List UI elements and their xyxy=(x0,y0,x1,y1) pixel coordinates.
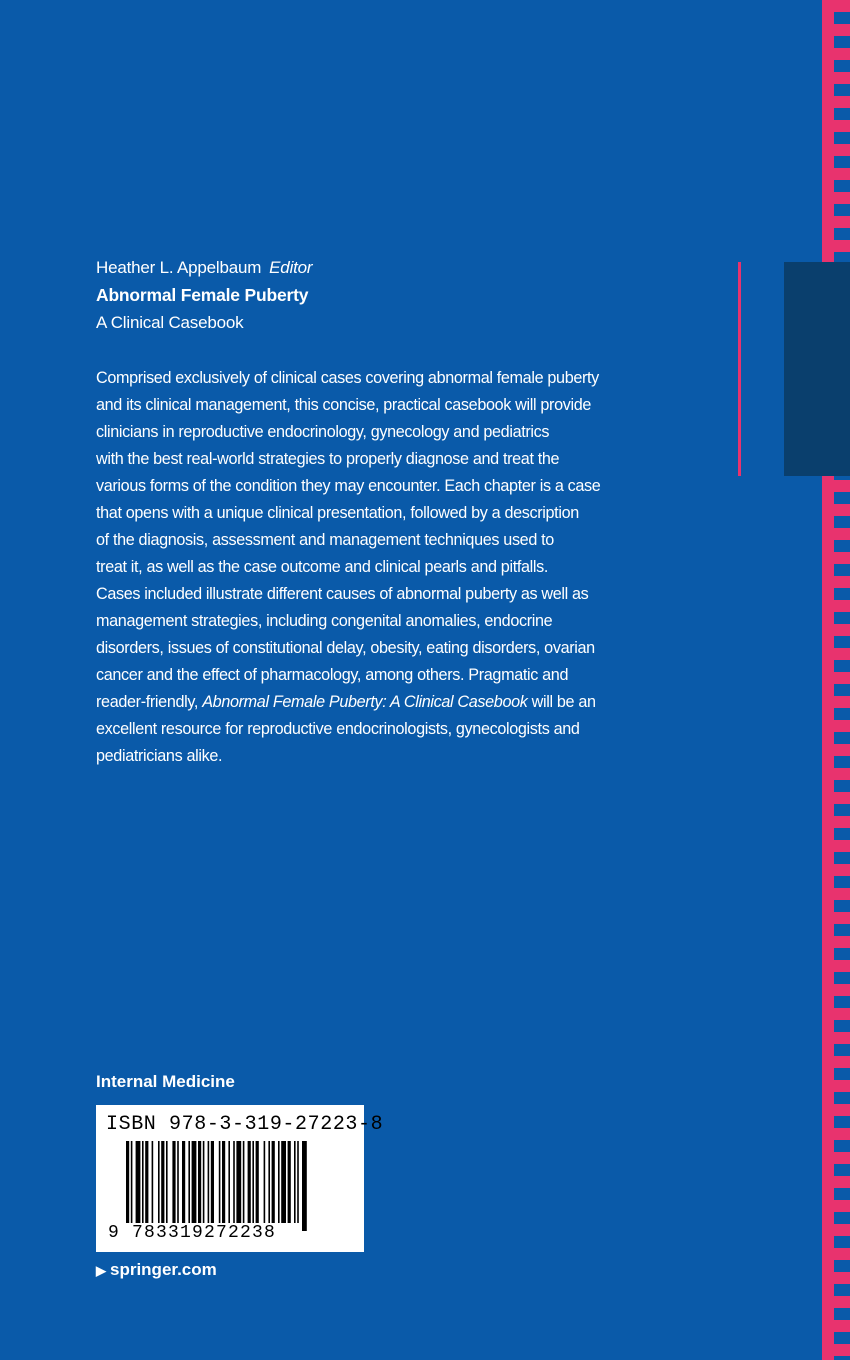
barcode-bar xyxy=(177,1141,179,1223)
ean-remaining-digits: 783319272238 xyxy=(132,1223,277,1243)
blurb-line: with the best real-world strategies to properly diagnose and treat the xyxy=(96,450,560,468)
isbn-label: ISBN 978-3-319-27223-8 xyxy=(106,1113,384,1136)
blurb-line: Cases included illustrate different causes of abnormal puberty as well as xyxy=(96,585,589,603)
barcode-bar xyxy=(142,1141,144,1223)
barcode-bar xyxy=(211,1141,214,1231)
barcode-bar xyxy=(182,1141,185,1223)
barcode-bar xyxy=(136,1141,141,1223)
barcode xyxy=(96,1105,384,1252)
decorative-block xyxy=(784,262,850,476)
blurb-line: treat it, as well as the case outcome and clinical pearls and pitfalls. xyxy=(96,558,549,576)
ean-digits xyxy=(106,1223,278,1243)
blurb-line: of the diagnosis, assessment and management techniques used to xyxy=(96,531,554,549)
barcode-bar xyxy=(166,1141,168,1223)
barcode-bar xyxy=(131,1141,133,1231)
barcode-bar xyxy=(208,1141,210,1223)
barcode-bar xyxy=(233,1141,235,1223)
barcode-bar xyxy=(222,1141,225,1223)
blurb-line: cancer and the effect of pharmacology, among others. Pragmatic and xyxy=(96,666,569,684)
author-name: Heather L. Appelbaum xyxy=(96,258,262,277)
book-subtitle: A Clinical Casebook xyxy=(96,313,244,332)
arrow-right-icon: ▶ xyxy=(96,1263,106,1278)
barcode-bar xyxy=(288,1141,291,1223)
barcode-bar xyxy=(192,1141,197,1223)
barcode-bar xyxy=(264,1141,266,1223)
barcode-bar xyxy=(126,1141,129,1231)
barcode-bar xyxy=(268,1141,270,1223)
barcode-bar xyxy=(152,1141,154,1223)
barcode-bar xyxy=(248,1141,251,1223)
decorative-rule xyxy=(738,262,741,476)
website-text: springer.com xyxy=(110,1260,217,1279)
barcode-bar xyxy=(243,1141,245,1223)
barcode-bar xyxy=(278,1141,280,1223)
blurb-line: various forms of the condition they may encounter. Each chapter is a case xyxy=(96,477,601,495)
blurb-line: pediatricians alike. xyxy=(96,747,223,765)
barcode-bars xyxy=(126,1141,354,1231)
blurb-line: that opens with a unique clinical presentation, followed by a description xyxy=(96,504,579,522)
barcode-bar xyxy=(172,1141,175,1223)
blurb-line: excellent resource for reproductive endocrinologists, gynecologists and xyxy=(96,720,580,738)
barcode-bar xyxy=(158,1141,160,1223)
blurb-text: reader-friendly, xyxy=(96,693,203,711)
barcode-bar xyxy=(219,1141,221,1231)
barcode-bar xyxy=(256,1141,259,1223)
barcode-bar xyxy=(252,1141,254,1223)
blurb-line-italic xyxy=(96,689,596,716)
barcode-bar xyxy=(281,1141,286,1223)
barcode-bar xyxy=(198,1141,201,1223)
barcode-bar xyxy=(145,1141,148,1223)
website-link[interactable] xyxy=(96,1260,217,1280)
barcode-bar xyxy=(294,1141,296,1223)
barcode-bar xyxy=(203,1141,205,1223)
barcode-bar xyxy=(188,1141,190,1223)
barcode-bar xyxy=(228,1141,230,1223)
barcode-bar xyxy=(236,1141,241,1223)
blurb-book-title-italic: Abnormal Female Puberty: A Clinical Casebook xyxy=(202,693,528,711)
blurb-line: Comprised exclusively of clinical cases covering abnormal female puberty xyxy=(96,369,599,387)
series-name: Internal Medicine xyxy=(96,1072,235,1091)
decorative-spine-stripe xyxy=(822,0,850,1360)
blurb-line: disorders, issues of constitutional delay, obesity, eating disorders, ovarian xyxy=(96,639,595,657)
barcode-bar xyxy=(297,1141,299,1223)
blurb-line: clinicians in reproductive endocrinology, gynecology and pediatrics xyxy=(96,423,550,441)
author-line xyxy=(96,258,312,278)
barcode-bar xyxy=(272,1141,275,1223)
barcode-bar xyxy=(161,1141,164,1223)
author-role: Editor xyxy=(269,258,313,277)
ean-first-digit: 9 xyxy=(108,1223,121,1243)
blurb-text: will be an xyxy=(527,693,596,711)
book-title: Abnormal Female Puberty xyxy=(96,285,309,305)
barcode-bar xyxy=(302,1141,307,1231)
blurb-line: management strategies, including congenital anomalies, endocrine xyxy=(96,612,553,630)
blurb xyxy=(96,365,601,770)
blurb-line: and its clinical management, this concise, practical casebook will provide xyxy=(96,396,592,414)
